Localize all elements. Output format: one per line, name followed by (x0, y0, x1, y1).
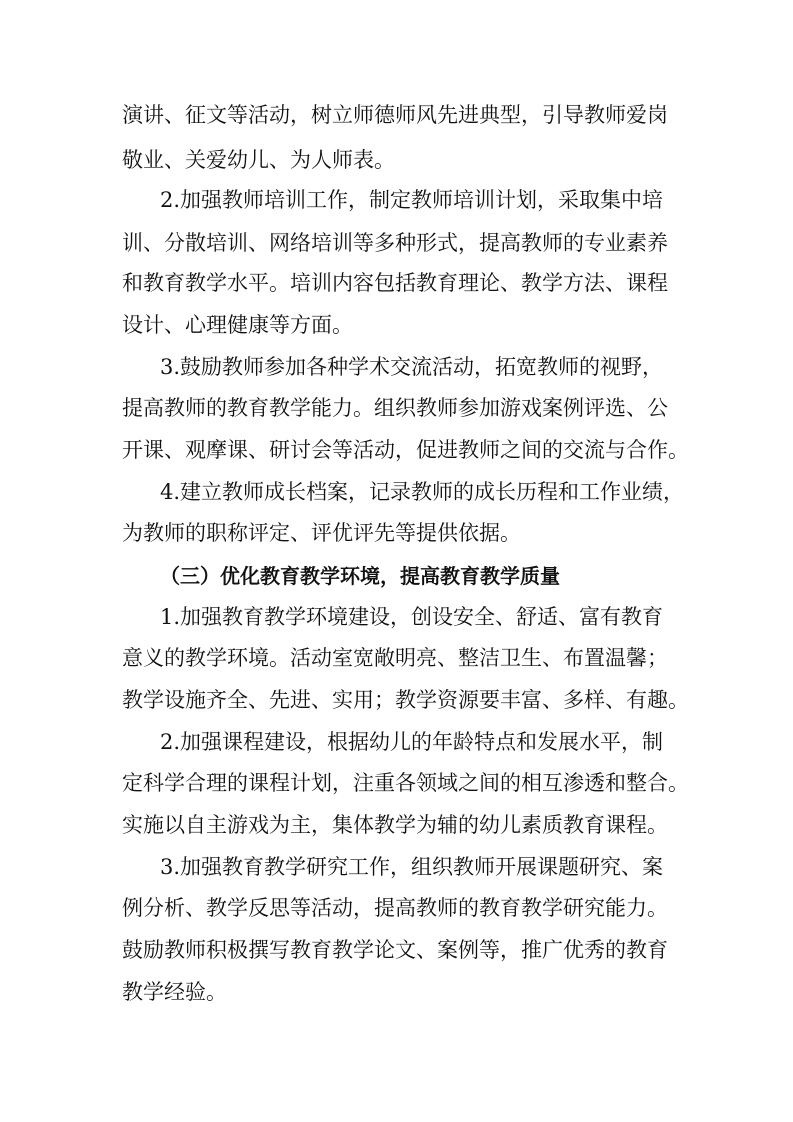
paragraph-line: 意义的教学环境。活动室宽敞明亮、整洁卫生、布置温馨； (122, 646, 668, 670)
paragraph-line: 教学经验。 (122, 980, 227, 1004)
list-item-line: 2.加强课程建设，根据幼儿的年龄特点和发展水平，制 (160, 730, 664, 754)
paragraph-line: 定科学合理的课程计划，注重各领域之间的相互渗透和整合。 (122, 771, 689, 795)
paragraph-line: 开课、观摩课、研讨会等活动，促进教师之间的交流与合作。 (122, 438, 689, 462)
list-item-line: 4.建立教师成长档案，记录教师的成长历程和工作业绩， (160, 480, 685, 504)
paragraph-line: 例分析、教学反思等活动，提高教师的教育教学研究能力。 (122, 896, 668, 920)
list-item-line: 2.加强教师培训工作，制定教师培训计划，采取集中培 (160, 188, 664, 212)
list-item-line: 3.加强教育教学研究工作，组织教师开展课题研究、案 (160, 855, 664, 879)
paragraph-line: 鼓励教师积极撰写教育教学论文、案例等，推广优秀的教育 (122, 938, 668, 962)
list-item-line: 3.鼓励教师参加各种学术交流活动，拓宽教师的视野， (160, 355, 664, 379)
paragraph-line: 实施以自主游戏为主，集体教学为辅的幼儿素质教育课程。 (122, 813, 668, 837)
paragraph-line: 设计、心理健康等方面。 (122, 313, 353, 337)
list-item-line: 1.加强教育教学环境建设，创设安全、舒适、富有教育 (160, 605, 664, 629)
paragraph-line: 和教育教学水平。培训内容包括教育理论、教学方法、课程 (122, 271, 668, 295)
paragraph-line: 教学设施齐全、先进、实用；教学资源要丰富、多样、有趣。 (122, 688, 689, 712)
paragraph-line: 提高教师的教育教学能力。组织教师参加游戏案例评选、公 (122, 396, 668, 420)
paragraph-line: 演讲、征文等活动，树立师德师风先进典型，引导教师爱岗 (122, 103, 668, 127)
paragraph-line: 训、分散培训、网络培训等多种形式，提高教师的专业素养 (122, 231, 668, 255)
paragraph-line: 为教师的职称评定、评优评先等提供依据。 (122, 521, 521, 545)
paragraph-line: 敬业、关爱幼儿、为人师表。 (122, 148, 395, 172)
section-heading: （三）优化教育教学环境，提高教育教学质量 (160, 564, 560, 588)
